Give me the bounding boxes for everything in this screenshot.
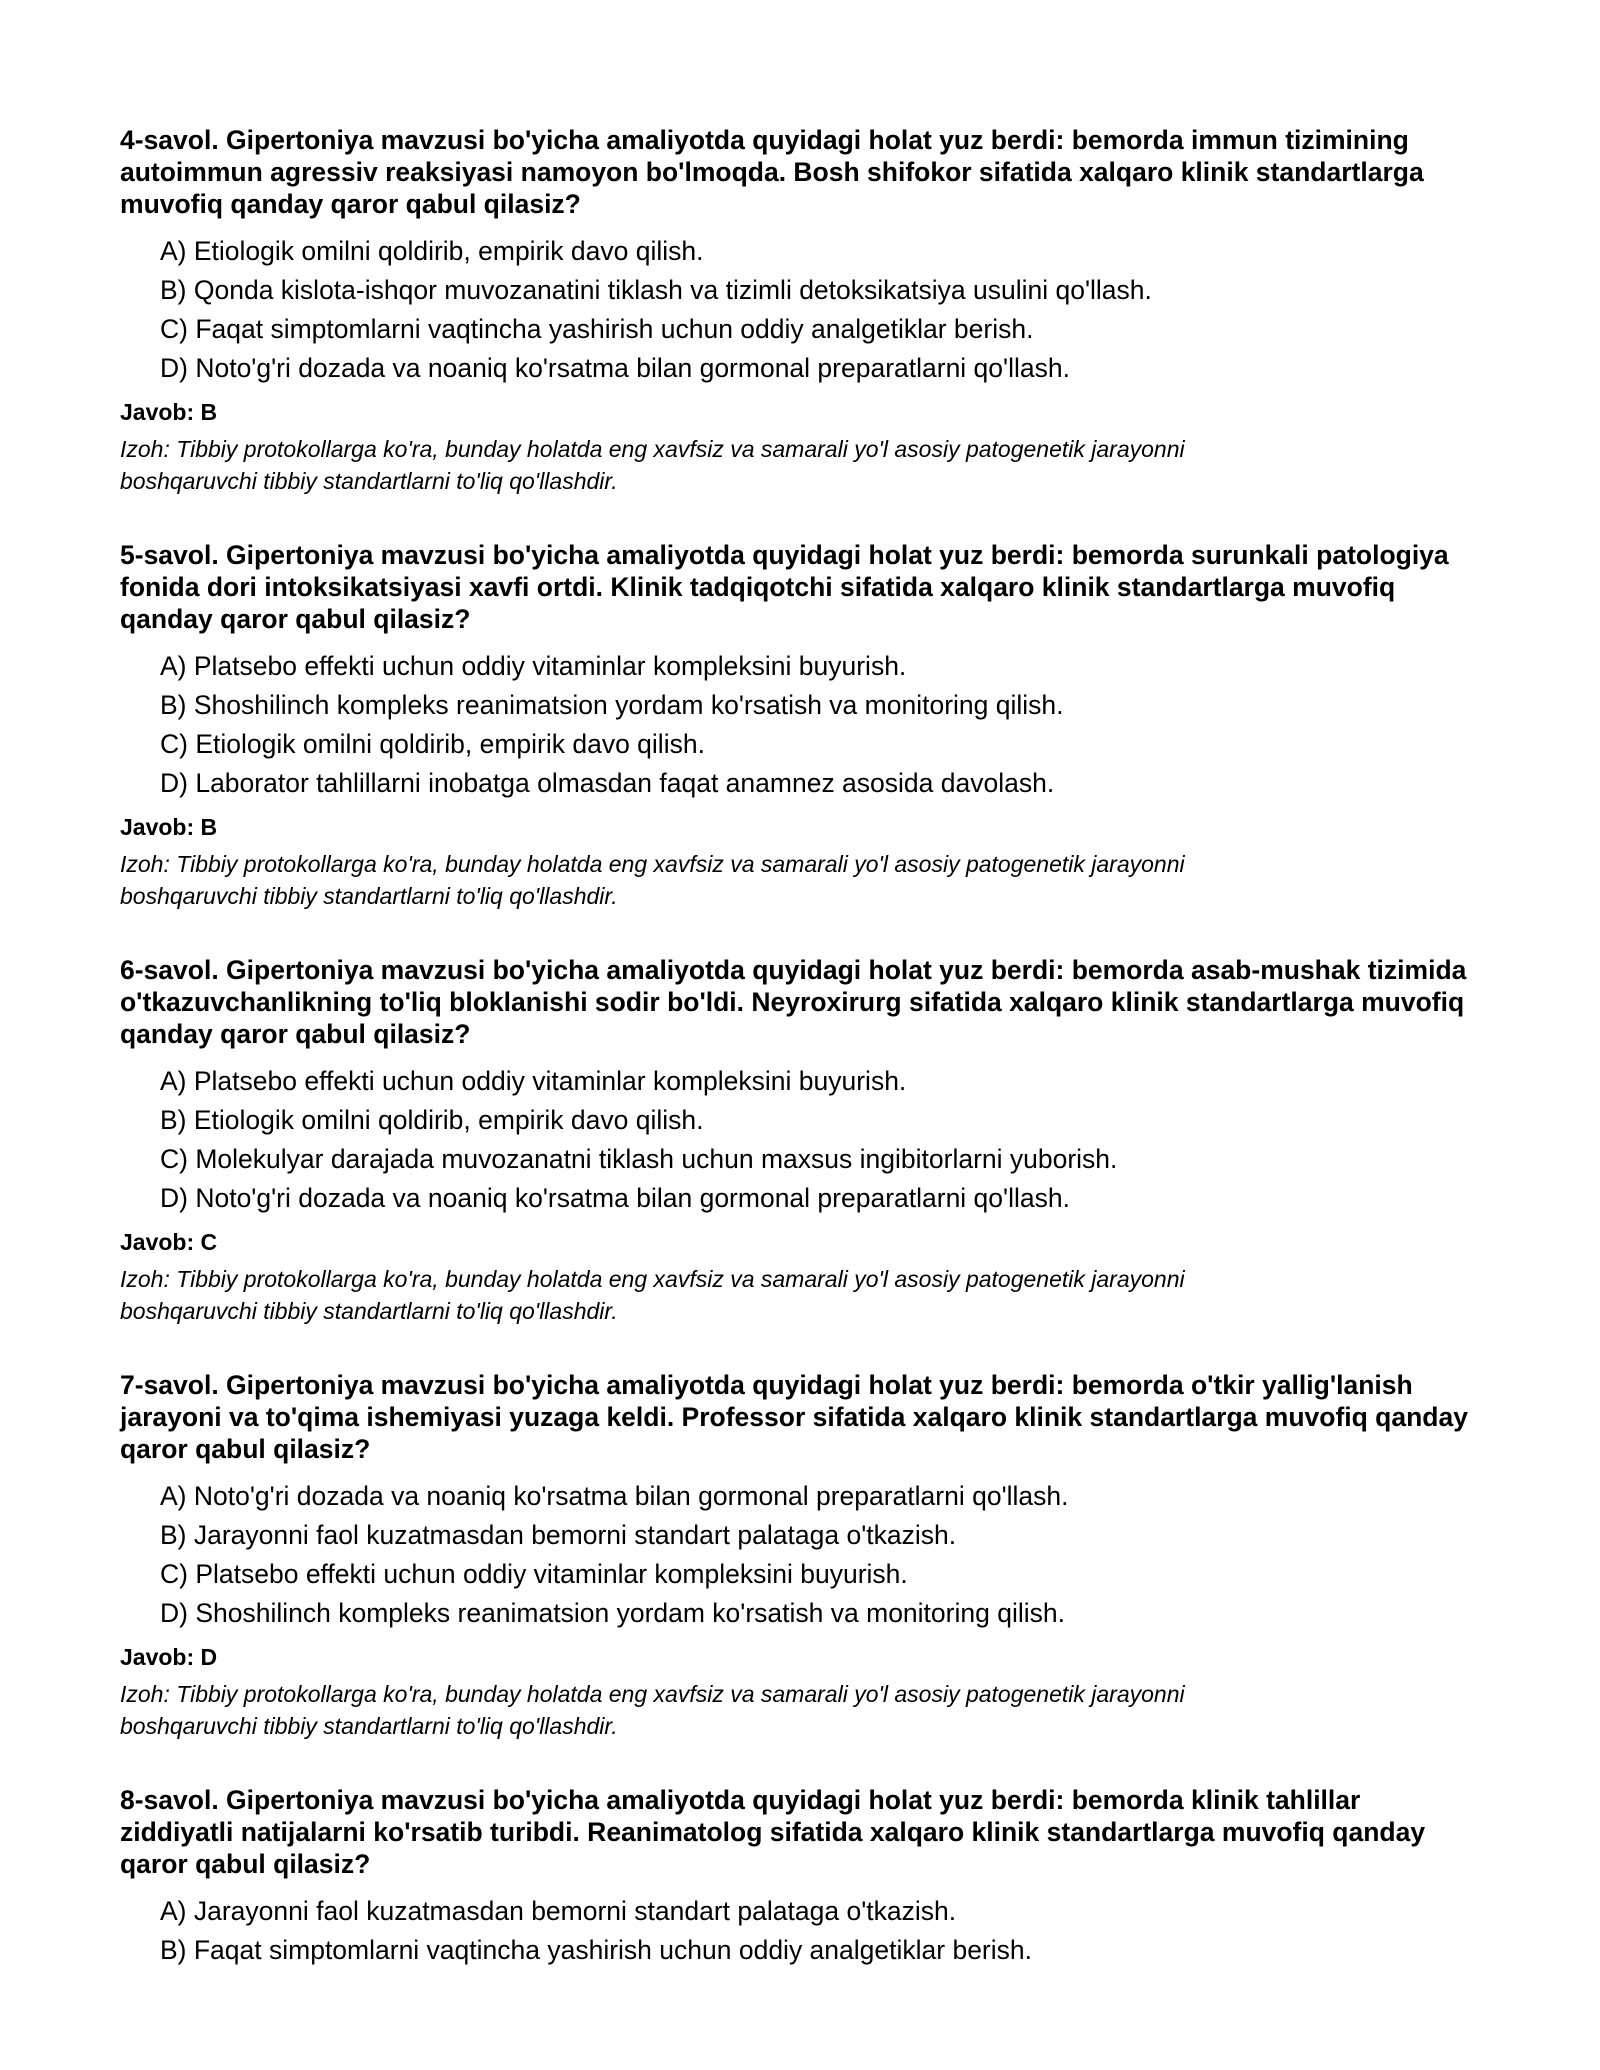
answer-key: Javob: B (120, 814, 218, 840)
option-c: C) Etiologik omilni qoldirib, empirik davo qilish. (160, 729, 705, 759)
question-6 (120, 954, 1480, 1327)
question-7 (120, 1369, 1480, 1742)
answer-options (120, 232, 1480, 388)
explanation-line: boshqaruvchi tibbiy standartlarni to'liq qo'llashdir. (120, 883, 618, 909)
explanation (120, 433, 1480, 497)
answer-options (120, 1892, 1480, 1970)
question-4 (120, 124, 1480, 497)
answer-options (120, 647, 1480, 803)
option-c: C) Faqat simptomlarni vaqtincha yashirish uchun oddiy analgetiklar berish. (160, 314, 1034, 344)
answer-options (120, 1062, 1480, 1218)
answer-key: Javob: C (120, 1229, 218, 1255)
explanation-line: boshqaruvchi tibbiy standartlarni to'liq qo'llashdir. (120, 1298, 618, 1324)
option-b: B) Jarayonni faol kuzatmasdan bemorni standart palataga o'tkazish. (160, 1520, 957, 1550)
option-d: D) Laborator tahlillarni inobatga olmasdan faqat anamnez asosida davolash. (160, 768, 1055, 798)
option-d: D) Noto'g'ri dozada va noaniq ko'rsatma bilan gormonal preparatlarni qo'llash. (160, 353, 1070, 383)
answer-key: Javob: D (120, 1644, 218, 1670)
answer-options (120, 1477, 1480, 1633)
option-b: B) Etiologik omilni qoldirib, empirik davo qilish. (160, 1105, 704, 1135)
option-c: C) Molekulyar darajada muvozanatni tiklash uchun maxsus ingibitorlarni yuborish. (160, 1144, 1118, 1174)
option-b: B) Shoshilinch kompleks reanimatsion yordam ko'rsatish va monitoring qilish. (160, 690, 1064, 720)
question-title: 7-savol. Gipertoniya mavzusi bo'yicha amaliyotda quyidagi holat yuz berdi: bemorda o'tkir yallig'lanish jarayoni va to'qima ishemiyasi yuzaga keldi. Professor sifatida xalqaro klinik standartlarga muvofiq qanday qaror qabul qilasiz? (120, 1370, 1468, 1464)
explanation (120, 1263, 1480, 1327)
question-title: 8-savol. Gipertoniya mavzusi bo'yicha amaliyotda quyidagi holat yuz berdi: bemorda klinik tahlillar ziddiyatli natijalarni ko'rsatib turibdi. Reanimatolog sifatida xalqaro klinik standartlarga muvofiq qanday qaror qabul qilasiz? (120, 1785, 1426, 1879)
option-a: A) Etiologik omilni qoldirib, empirik davo qilish. (160, 236, 704, 266)
option-b: B) Qonda kislota-ishqor muvozanatini tiklash va tizimli detoksikatsiya usulini qo'llash. (160, 275, 1152, 305)
explanation-line: Izoh: Tibbiy protokollarga ko'ra, bunday holatda eng xavfsiz va samarali yo'l asosiy patogenetik jarayonni (120, 851, 1185, 877)
document-page (120, 124, 1480, 2012)
explanation-line: boshqaruvchi tibbiy standartlarni to'liq qo'llashdir. (120, 468, 618, 494)
explanation-line: Izoh: Tibbiy protokollarga ko'ra, bunday holatda eng xavfsiz va samarali yo'l asosiy patogenetik jarayonni (120, 436, 1185, 462)
question-title: 5-savol. Gipertoniya mavzusi bo'yicha amaliyotda quyidagi holat yuz berdi: bemorda surunkali patologiya fonida dori intoksikatsiyasi xavfi ortdi. Klinik tadqiqotchi sifatida xalqaro klinik standartlarga muvofiq qanday qaror qabul qilasiz? (120, 540, 1449, 634)
explanation (120, 848, 1480, 912)
explanation-line: Izoh: Tibbiy protokollarga ko'ra, bunday holatda eng xavfsiz va samarali yo'l asosiy patogenetik jarayonni (120, 1681, 1185, 1707)
explanation-line: boshqaruvchi tibbiy standartlarni to'liq qo'llashdir. (120, 1713, 618, 1739)
option-a: A) Noto'g'ri dozada va noaniq ko'rsatma bilan gormonal preparatlarni qo'llash. (160, 1481, 1069, 1511)
option-a: A) Platsebo effekti uchun oddiy vitaminlar kompleksini buyurish. (160, 651, 907, 681)
option-c: C) Platsebo effekti uchun oddiy vitaminlar kompleksini buyurish. (160, 1559, 908, 1589)
question-8 (120, 1784, 1480, 1970)
option-a: A) Jarayonni faol kuzatmasdan bemorni standart palataga o'tkazish. (160, 1896, 957, 1926)
answer-key: Javob: B (120, 399, 218, 425)
question-title: 4-savol. Gipertoniya mavzusi bo'yicha amaliyotda quyidagi holat yuz berdi: bemorda immun tizimining autoimmun agressiv reaksiyasi namoyon bo'lmoqda. Bosh shifokor sifatida xalqaro klinik standartlarga muvofiq qanday qaror qabul qilasiz? (120, 125, 1424, 219)
question-title: 6-savol. Gipertoniya mavzusi bo'yicha amaliyotda quyidagi holat yuz berdi: bemorda asab-mushak tizimida o'tkazuvchanlikning to'liq bloklanishi sodir bo'ldi. Neyroxirurg sifatida xalqaro klinik standartlarga muvofiq qanday qaror qabul qilasiz? (120, 955, 1467, 1049)
question-5 (120, 539, 1480, 912)
explanation (120, 1678, 1480, 1742)
explanation-line: Izoh: Tibbiy protokollarga ko'ra, bunday holatda eng xavfsiz va samarali yo'l asosiy patogenetik jarayonni (120, 1266, 1185, 1292)
option-d: D) Shoshilinch kompleks reanimatsion yordam ko'rsatish va monitoring qilish. (160, 1598, 1065, 1628)
option-b: B) Faqat simptomlarni vaqtincha yashirish uchun oddiy analgetiklar berish. (160, 1935, 1032, 1965)
option-a: A) Platsebo effekti uchun oddiy vitaminlar kompleksini buyurish. (160, 1066, 907, 1096)
option-d: D) Noto'g'ri dozada va noaniq ko'rsatma bilan gormonal preparatlarni qo'llash. (160, 1183, 1070, 1213)
